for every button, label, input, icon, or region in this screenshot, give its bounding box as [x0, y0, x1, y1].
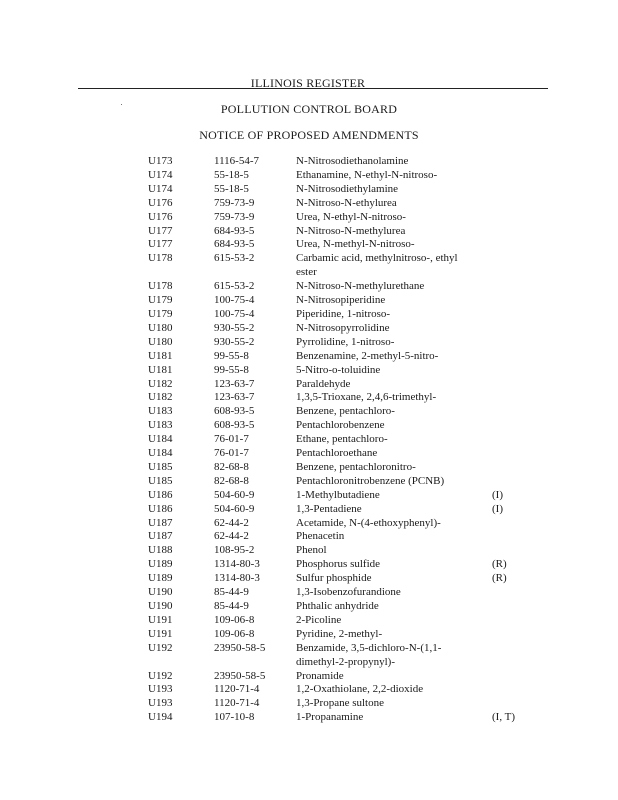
table-row: [0, 572, 618, 586]
table-row: [0, 308, 618, 322]
hazard-code: (R): [492, 558, 507, 571]
table-row: [0, 433, 618, 447]
waste-code: U190: [148, 600, 173, 612]
waste-code: U174: [148, 182, 173, 195]
table-row: [0, 350, 618, 364]
waste-code: U184: [148, 447, 173, 460]
chemical-name: Pentachlorobenzene: [296, 419, 385, 432]
table-row: [0, 697, 618, 711]
chemical-name: N-Nitroso-N-methylurethane: [296, 280, 425, 293]
cas-number: 615-53-2: [214, 252, 255, 265]
table-row: [0, 642, 618, 670]
table-row: [0, 391, 618, 405]
chemical-name: Urea, N-ethyl-N-nitroso-: [296, 210, 406, 223]
chemical-name: Pentachloroethane: [296, 447, 378, 460]
waste-code: U180: [148, 335, 173, 348]
waste-code: U173: [148, 155, 173, 167]
waste-code: U183: [148, 405, 173, 418]
table-row: [0, 252, 618, 280]
table-row: [0, 169, 618, 183]
cas-number: 82-68-8: [214, 460, 249, 473]
cas-number: 123-63-7: [214, 391, 255, 404]
waste-code: U188: [148, 544, 173, 557]
table-row: [0, 225, 618, 239]
cas-number: 107-10-8: [214, 711, 255, 724]
waste-code: U191: [148, 627, 173, 640]
chemical-name: Paraldehyde: [296, 377, 351, 390]
waste-code: U193: [148, 683, 173, 696]
waste-code: U184: [148, 433, 173, 446]
cas-number: 1116-54-7: [214, 155, 260, 167]
chemical-name: Sulfur phosphide: [296, 572, 372, 585]
chemical-name: Benzene, pentachloro-: [296, 405, 395, 418]
waste-code: U190: [148, 586, 173, 599]
cas-number: 1314-80-3: [214, 558, 260, 571]
waste-code: U179: [148, 294, 173, 307]
waste-code: U192: [148, 669, 173, 682]
chemical-name: 1,3,5-Trioxane, 2,4,6-trimethyl-: [296, 391, 437, 404]
cas-number: 1314-80-3: [214, 572, 260, 585]
waste-code: U194: [148, 711, 173, 724]
cas-number: 55-18-5: [214, 168, 249, 181]
waste-code: U191: [148, 613, 173, 626]
chemical-name: N-Nitrosodiethanolamine: [296, 155, 409, 167]
waste-code: U186: [148, 488, 173, 501]
chemical-name: 1-Methylbutadiene: [296, 488, 380, 501]
chemical-name: N-Nitroso-N-ethylurea: [296, 196, 397, 209]
cas-number: 100-75-4: [214, 294, 255, 307]
table-row: [0, 711, 618, 725]
board-title: POLLUTION CONTROL BOARD: [220, 102, 398, 116]
waste-code: U179: [148, 307, 173, 320]
cas-number: 76-01-7: [214, 447, 249, 460]
waste-code: U178: [148, 280, 173, 293]
table-row: [0, 378, 618, 392]
table-row: [0, 197, 618, 211]
cas-number: 23950-58-5: [214, 641, 266, 654]
cas-number: 684-93-5: [214, 238, 255, 251]
chemical-name: 2-Picoline: [296, 613, 342, 626]
chemical-name: Benzenamine, 2-methyl-5-nitro-: [296, 349, 439, 362]
table-row: [0, 475, 618, 489]
waste-code: U176: [148, 210, 173, 223]
cas-number: 23950-58-5: [214, 669, 266, 682]
chemical-name: Pentachloronitrobenzene (PCNB): [296, 474, 445, 487]
table-row: [0, 364, 618, 378]
waste-code: U174: [148, 168, 173, 181]
waste-code: U183: [148, 419, 173, 432]
chemical-name: N-Nitrosopiperidine: [296, 294, 386, 307]
cas-number: 100-75-4: [214, 307, 255, 320]
table-row: [0, 628, 618, 642]
cas-number: 759-73-9: [214, 196, 255, 209]
waste-code: U177: [148, 238, 173, 251]
hazard-code: (I): [492, 488, 503, 501]
cas-number: 684-93-5: [214, 224, 255, 237]
waste-code: U187: [148, 516, 173, 529]
table-row: [0, 155, 618, 169]
waste-code: U180: [148, 321, 173, 334]
cas-number: 99-55-8: [214, 363, 249, 376]
waste-code: U181: [148, 349, 173, 362]
hazard-code: (R): [492, 572, 507, 585]
cas-number: 62-44-2: [214, 516, 249, 529]
table-row: [0, 670, 618, 684]
waste-code: U182: [148, 377, 173, 390]
table-row: [0, 211, 618, 225]
table-row: [0, 238, 618, 252]
table-row: [0, 461, 618, 475]
table-row: [0, 517, 618, 531]
cas-number: 108-95-2: [214, 544, 255, 557]
table-row: [0, 586, 618, 600]
chemical-name: Phenol: [296, 544, 327, 557]
chemical-name: N-Nitrosodiethylamine: [296, 182, 399, 195]
chemical-name: Benzene, pentachloronitro-: [296, 460, 416, 473]
table-row: [0, 183, 618, 197]
table-row: [0, 280, 618, 294]
cas-number: 759-73-9: [214, 210, 255, 223]
table-row: [0, 614, 618, 628]
register-title: ILLINOIS REGISTER: [250, 76, 366, 90]
chemical-name: 1,3-Isobenzofurandione: [296, 586, 401, 599]
waste-code: U177: [148, 224, 173, 237]
table-row: [0, 600, 618, 614]
cas-number: 608-93-5: [214, 405, 255, 418]
hazard-code: (I, T): [492, 711, 516, 724]
cas-number: 109-06-8: [214, 627, 255, 640]
notice-title: NOTICE OF PROPOSED AMENDMENTS: [199, 128, 419, 142]
chemical-name: Benzamide, 3,5-dichloro-N-(1,1-dimethyl-2-propynyl)-: [296, 641, 442, 668]
chemical-name: Pronamide: [296, 669, 344, 682]
cas-number: 930-55-2: [214, 321, 255, 334]
chemical-name: Acetamide, N-(4-ethoxyphenyl)-: [296, 516, 441, 529]
table-row: [0, 447, 618, 461]
chemical-name: Phthalic anhydride: [296, 600, 379, 612]
table-row: [0, 294, 618, 308]
chemical-name: Pyrrolidine, 1-nitroso-: [296, 335, 395, 348]
cas-number: 55-18-5: [214, 182, 249, 195]
chemical-name: Urea, N-methyl-N-nitroso-: [296, 238, 415, 251]
chemical-name: N-Nitroso-N-methylurea: [296, 224, 406, 237]
cas-number: 82-68-8: [214, 474, 249, 487]
cas-number: 608-93-5: [214, 419, 255, 432]
cas-number: 109-06-8: [214, 613, 255, 626]
table-row: [0, 405, 618, 419]
cas-number: 85-44-9: [214, 586, 249, 599]
cas-number: 85-44-9: [214, 600, 249, 612]
cas-number: 62-44-2: [214, 530, 249, 543]
waste-code: U176: [148, 196, 173, 209]
chemical-name: Phenacetin: [296, 530, 345, 543]
cas-number: 123-63-7: [214, 377, 255, 390]
waste-code-table: [0, 155, 618, 725]
cas-number: 930-55-2: [214, 335, 255, 348]
chemical-name: Pyridine, 2-methyl-: [296, 627, 383, 640]
chemical-name: 5-Nitro-o-toluidine: [296, 363, 381, 376]
table-row: [0, 544, 618, 558]
table-row: [0, 322, 618, 336]
waste-code: U185: [148, 474, 173, 487]
table-row: [0, 530, 618, 544]
chemical-name: Ethane, pentachloro-: [296, 433, 388, 446]
cas-number: 504-60-9: [214, 502, 255, 515]
chemical-name: N-Nitrosopyrrolidine: [296, 321, 390, 334]
cas-number: 615-53-2: [214, 280, 255, 293]
chemical-name: Phosphorus sulfide: [296, 558, 381, 571]
waste-code: U189: [148, 558, 173, 571]
table-row: [0, 558, 618, 572]
cas-number: 504-60-9: [214, 488, 255, 501]
table-row: [0, 683, 618, 697]
table-row: [0, 336, 618, 350]
waste-code: U192: [148, 641, 173, 654]
chemical-name: 1,3-Pentadiene: [296, 502, 362, 515]
waste-code: U193: [148, 697, 173, 710]
chemical-name: Carbamic acid, methylnitroso-, ethyl ester: [296, 252, 458, 279]
waste-code: U187: [148, 530, 173, 543]
cas-number: 1120-71-4: [214, 697, 260, 710]
hazard-code: (I): [492, 502, 503, 515]
waste-code: U182: [148, 391, 173, 404]
table-row: [0, 419, 618, 433]
cas-number: 76-01-7: [214, 433, 249, 446]
waste-code: U181: [148, 363, 173, 376]
chemical-name: Piperidine, 1-nitroso-: [296, 307, 391, 320]
cas-number: 99-55-8: [214, 349, 249, 362]
chemical-name: Ethanamine, N-ethyl-N-nitroso-: [296, 168, 438, 181]
waste-code: U186: [148, 502, 173, 515]
chemical-name: 1-Propanamine: [296, 711, 364, 724]
chemical-name: 1,2-Oxathiolane, 2,2-dioxide: [296, 683, 424, 696]
chemical-name: 1,3-Propane sultone: [296, 697, 384, 710]
waste-code: U185: [148, 460, 173, 473]
table-row: [0, 489, 618, 503]
waste-code: U189: [148, 572, 173, 585]
cas-number: 1120-71-4: [214, 683, 260, 696]
table-row: [0, 503, 618, 517]
waste-code: U178: [148, 252, 173, 265]
